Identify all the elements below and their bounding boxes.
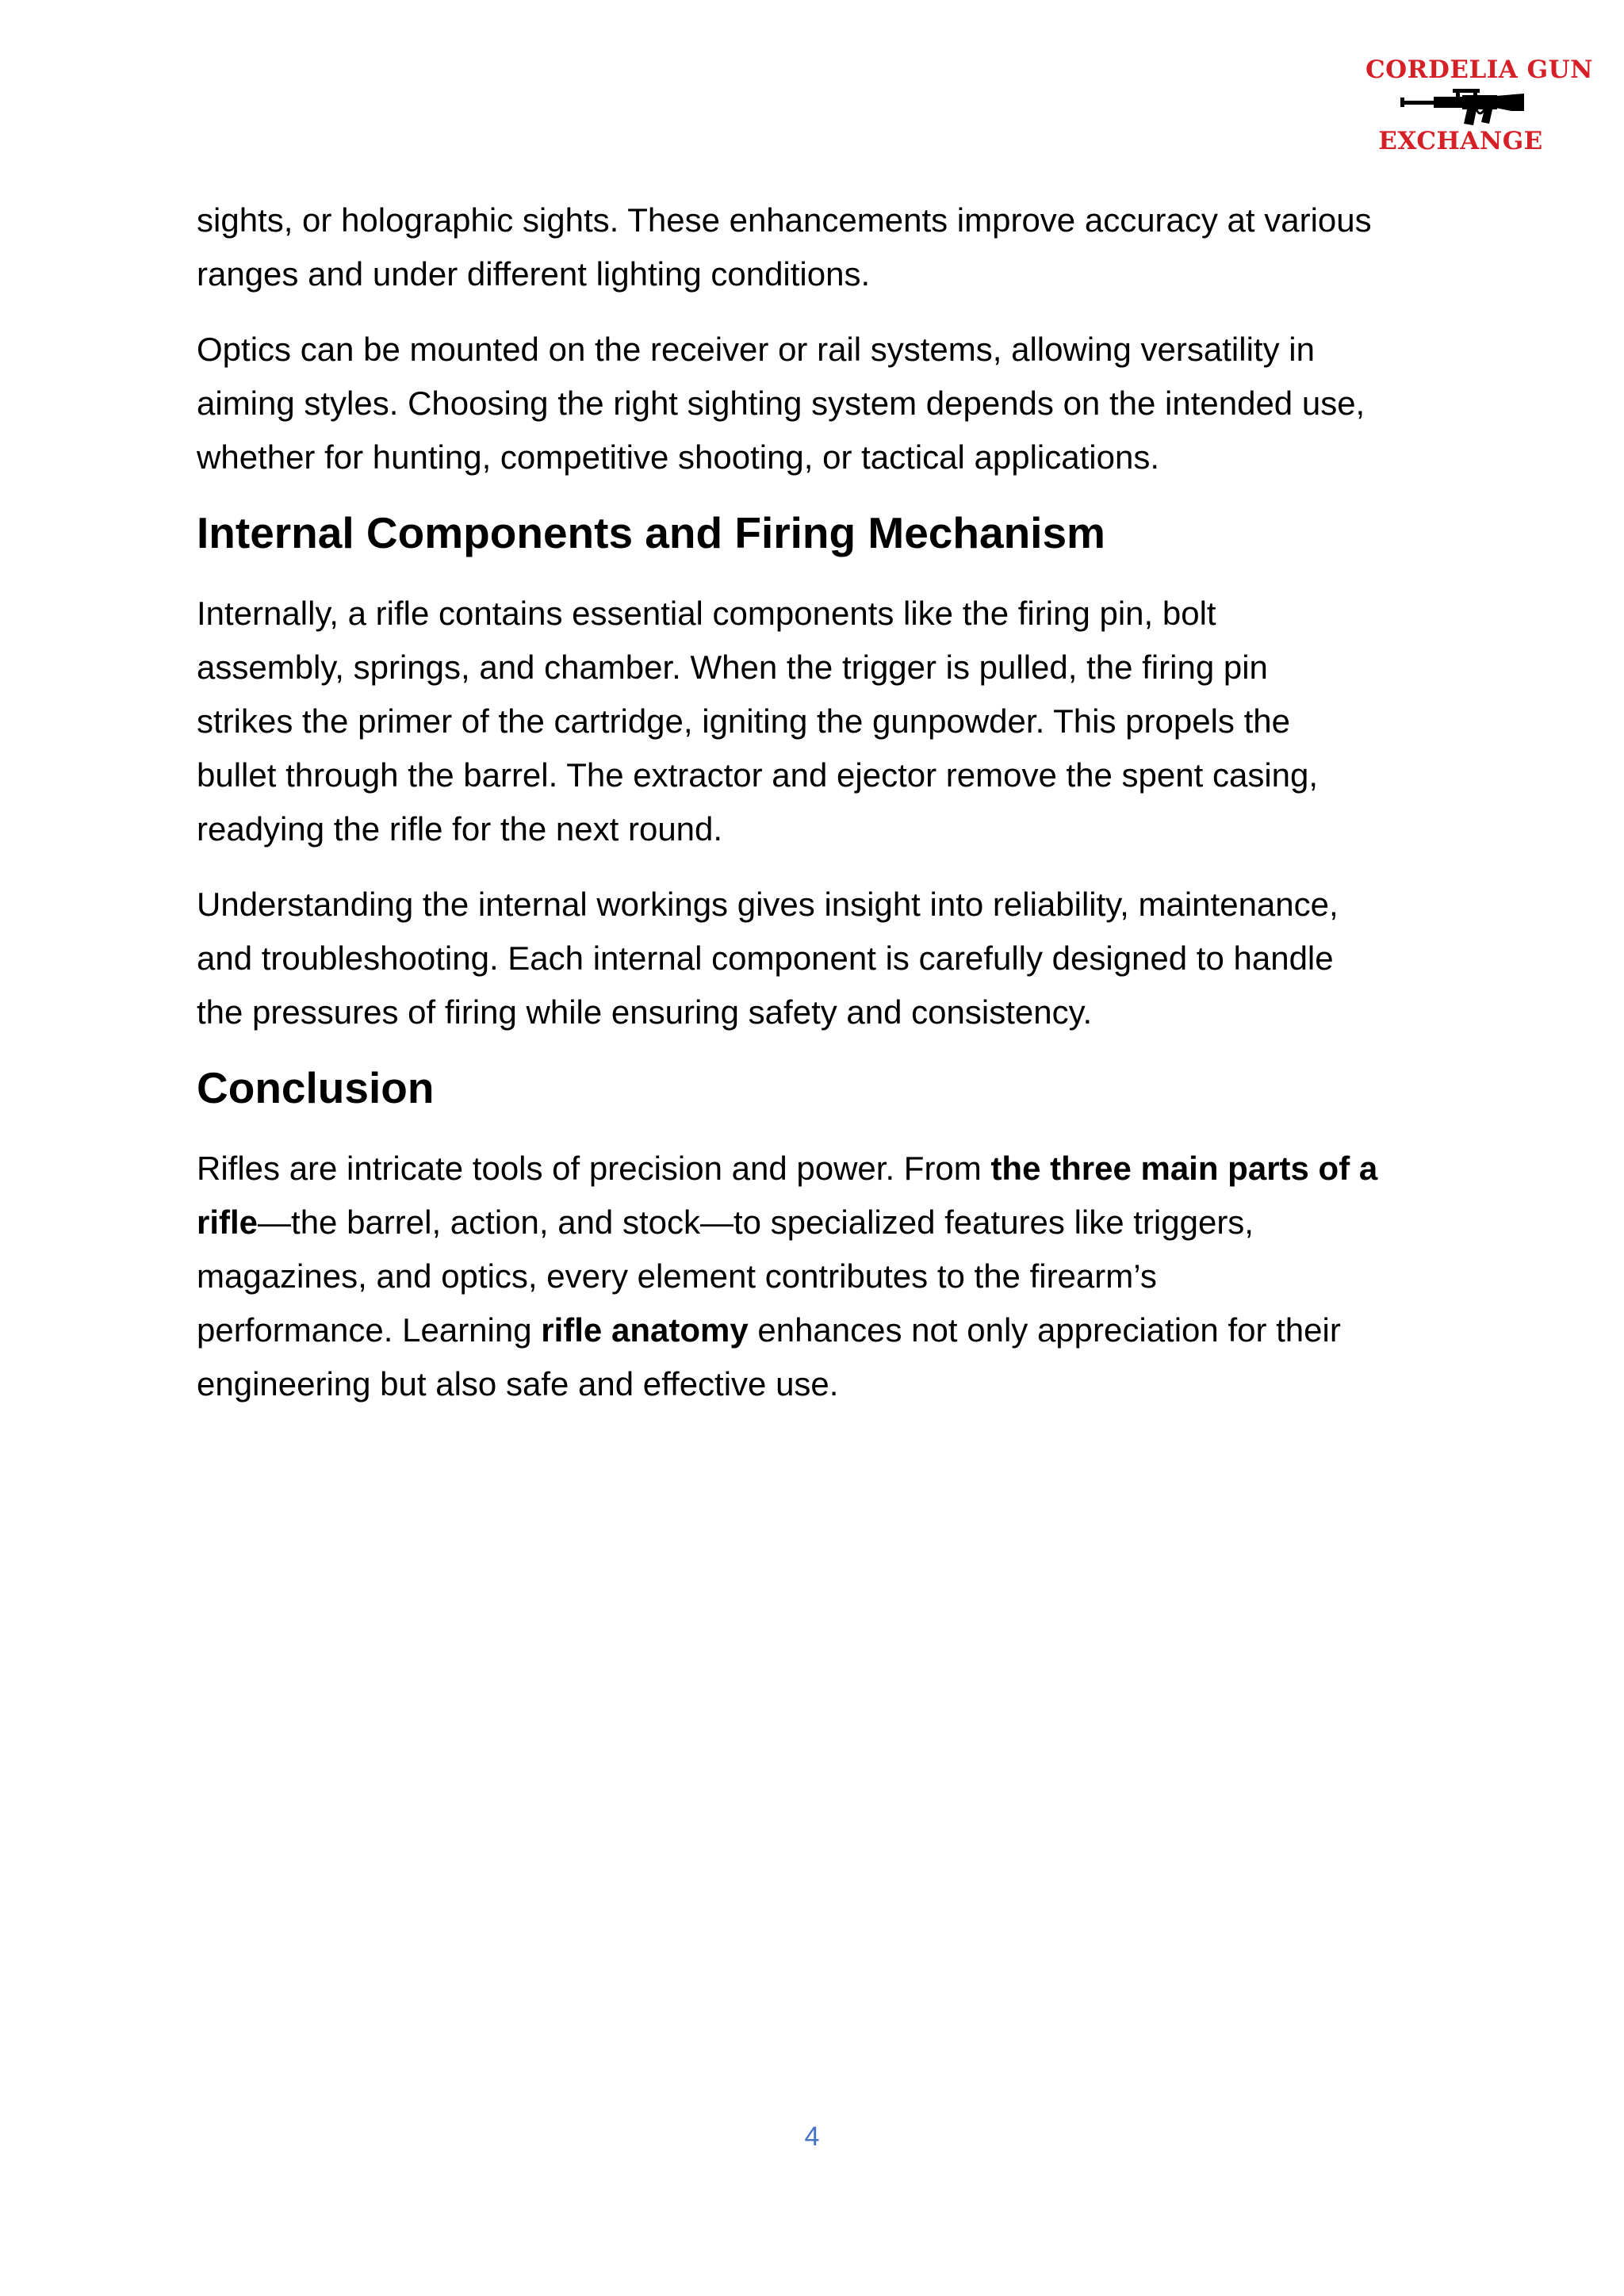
text-run: performance. Learning [197,1311,542,1349]
text-line [197,1196,1450,1249]
text-line: aiming styles. Choosing the right sighting system depends on the intended use, [197,385,1365,422]
text-line: and troubleshooting. Each internal component is carefully designed to handle [197,939,1334,977]
heading-internal-components: Internal Components and Firing Mechanism [197,508,1105,557]
bold-phrase: the three main parts of a [990,1150,1378,1187]
logo-text-top: CORDELIA GUN [1365,55,1593,84]
document-body [197,193,1450,1433]
paragraph-internal-workings [197,878,1450,1039]
text-line: whether for hunting, competitive shooting, or tactical applications. [197,438,1160,476]
paragraph-internal-components [197,587,1450,856]
bold-phrase: rifle anatomy [541,1311,749,1349]
text-line: Optics can be mounted on the receiver or rail systems, allowing versatility in [197,331,1315,368]
text-line [197,1303,1450,1357]
text-line: magazines, and optics, every element contributes to the firearm’s [197,1257,1157,1295]
text-line: bullet through the barrel. The extractor and ejector remove the spent casing, [197,756,1319,794]
text-line: Internally, a rifle contains essential components like the firing pin, bolt [197,595,1216,632]
heading-conclusion: Conclusion [197,1063,435,1112]
paragraph-optics [197,323,1450,484]
text-line: the pressures of firing while ensuring safety and consistency. [197,993,1093,1031]
company-logo [1365,55,1593,162]
text-line: strikes the primer of the cartridge, igniting the gunpowder. This propels the [197,702,1290,740]
text-line: ranges and under different lighting conditions. [197,255,871,293]
page-number: 4 [804,2122,820,2152]
text-line: assembly, springs, and chamber. When the trigger is pulled, the firing pin [197,649,1268,686]
text-run: enhances not only appreciation for their [748,1311,1341,1349]
text-run: —the barrel, action, and stock—to specialized features like triggers, [258,1203,1254,1241]
paragraph-sights [197,193,1450,301]
rifle-icon [1400,86,1524,127]
text-run: Rifles are intricate tools of precision and power. From [197,1150,991,1187]
text-line [197,1142,1450,1196]
text-line: readying the rifle for the next round. [197,810,723,848]
text-line: Understanding the internal workings gives insight into reliability, maintenance, [197,886,1339,923]
text-line: engineering but also safe and effective use. [197,1365,839,1402]
logo-text-bottom: EXCHANGE [1378,127,1543,155]
text-line: sights, or holographic sights. These enhancements improve accuracy at various [197,201,1372,239]
bold-phrase: rifle [197,1203,259,1241]
paragraph-conclusion [197,1142,1450,1411]
